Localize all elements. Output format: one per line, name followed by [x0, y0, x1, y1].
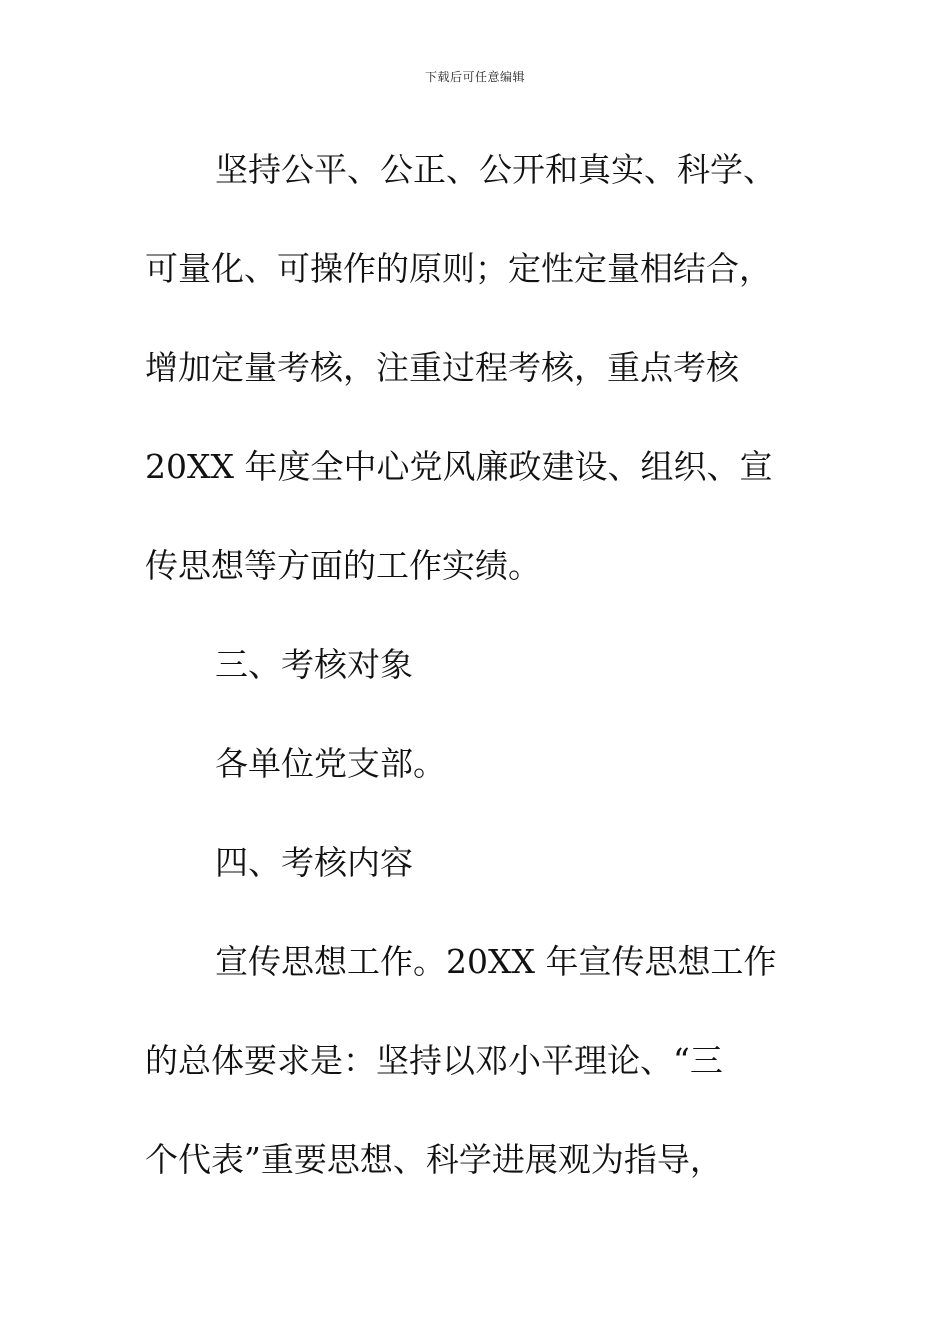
paragraph-line: 宣传思想工作。20XX 年宣传思想工作: [215, 942, 777, 981]
page-header-note: 下载后可任意编辑: [424, 70, 525, 84]
paragraph-line: 增加定量考核，注重过程考核，重点考核: [145, 348, 739, 387]
paragraph-line: 20XX 年度全中心党风廉政建设、组织、宣: [145, 447, 773, 486]
paragraph-line: 各单位党支部。: [215, 744, 446, 783]
paragraph-line: 传思想等方面的工作实绩。: [145, 546, 541, 585]
paragraph-line: 个代表”重要思想、科学进展观为指导，: [145, 1140, 723, 1179]
paragraph-line: 可量化、可操作的原则；定性定量相结合，: [145, 249, 772, 288]
section-heading: 三、考核对象: [215, 645, 413, 684]
section-heading: 四、考核内容: [215, 843, 413, 882]
paragraph-line: 的总体要求是：坚持以邓小平理论、“三: [145, 1041, 723, 1080]
document-body: [145, 120, 825, 1209]
paragraph-line: 坚持公平、公正、公开和真实、科学、: [215, 150, 776, 189]
